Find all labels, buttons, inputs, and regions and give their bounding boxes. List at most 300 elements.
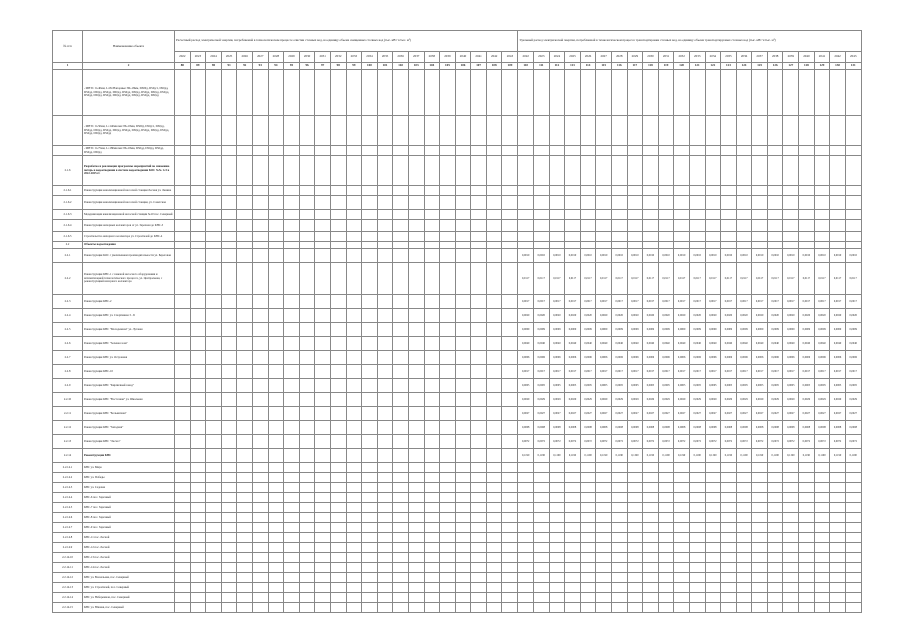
value-cell bbox=[783, 543, 799, 553]
value-cell bbox=[502, 351, 518, 365]
value-cell bbox=[315, 533, 331, 543]
value-cell bbox=[190, 473, 206, 483]
value-cell: 0,0010 bbox=[533, 249, 549, 263]
value-cell bbox=[377, 323, 393, 337]
value-cell bbox=[502, 421, 518, 435]
value-cell bbox=[393, 323, 409, 337]
value-cell bbox=[611, 116, 627, 146]
column-number: 90 bbox=[206, 63, 222, 70]
value-cell bbox=[252, 351, 268, 365]
value-cell bbox=[471, 365, 487, 379]
value-cell: 0,0040 bbox=[767, 337, 783, 351]
value-cell bbox=[565, 473, 581, 483]
value-cell bbox=[252, 146, 268, 156]
value-cell bbox=[455, 232, 471, 242]
value-cell: 0,0040 bbox=[580, 337, 596, 351]
value-cell bbox=[518, 116, 534, 146]
value-cell bbox=[643, 210, 659, 220]
value-cell: 0,0008 bbox=[580, 421, 596, 435]
value-cell bbox=[721, 593, 737, 603]
value-cell: 0,0117 bbox=[674, 263, 690, 295]
value-cell bbox=[674, 116, 690, 146]
value-cell bbox=[206, 351, 222, 365]
value-cell bbox=[486, 583, 502, 593]
value-cell bbox=[830, 473, 846, 483]
value-cell: 0,0009 bbox=[783, 323, 799, 337]
value-cell: 0,0020 bbox=[767, 309, 783, 323]
value-cell bbox=[580, 573, 596, 583]
value-cell bbox=[237, 116, 253, 146]
value-cell bbox=[627, 523, 643, 533]
value-cell bbox=[268, 513, 284, 523]
value-cell bbox=[346, 351, 362, 365]
value-cell: 0,0029 bbox=[627, 393, 643, 407]
year-header: 2030 bbox=[299, 52, 315, 63]
value-cell: 0,0005 bbox=[643, 379, 659, 393]
value-cell bbox=[237, 513, 253, 523]
value-cell: 0,0017 bbox=[611, 295, 627, 309]
object-name: Реконструкция КНС "Западная" bbox=[83, 421, 175, 435]
value-cell bbox=[455, 603, 471, 613]
value-cell bbox=[580, 210, 596, 220]
value-cell: 0,0008 bbox=[721, 421, 737, 435]
value-cell bbox=[799, 463, 815, 473]
value-cell: 0,0010 bbox=[518, 249, 534, 263]
value-cell bbox=[767, 116, 783, 146]
value-cell bbox=[767, 583, 783, 593]
value-cell bbox=[830, 543, 846, 553]
value-cell bbox=[221, 146, 237, 156]
value-cell bbox=[830, 483, 846, 493]
value-cell bbox=[752, 242, 768, 249]
value-cell bbox=[502, 435, 518, 449]
row-number: 2.2.9 bbox=[53, 379, 83, 393]
value-cell bbox=[221, 543, 237, 553]
value-cell bbox=[424, 337, 440, 351]
value-cell bbox=[705, 116, 721, 146]
value-cell bbox=[408, 393, 424, 407]
value-cell bbox=[549, 146, 565, 156]
value-cell: 0,1190 bbox=[705, 449, 721, 463]
value-cell bbox=[284, 407, 300, 421]
value-cell bbox=[783, 493, 799, 503]
value-cell: 0,0072 bbox=[549, 435, 565, 449]
value-cell bbox=[705, 186, 721, 196]
value-cell bbox=[752, 463, 768, 473]
value-cell bbox=[471, 309, 487, 323]
value-cell bbox=[549, 186, 565, 196]
row-number: 2.2.14.11 bbox=[53, 563, 83, 573]
value-cell bbox=[284, 146, 300, 156]
value-cell: 0,0017 bbox=[627, 295, 643, 309]
value-cell: 0,0006 bbox=[674, 351, 690, 365]
value-cell bbox=[658, 186, 674, 196]
value-cell bbox=[580, 463, 596, 473]
column-number: 127 bbox=[783, 63, 799, 70]
value-cell bbox=[658, 573, 674, 583]
value-cell: 0,0027 bbox=[596, 407, 612, 421]
value-cell bbox=[393, 553, 409, 563]
value-cell bbox=[299, 156, 315, 186]
value-cell: 0,1190 bbox=[767, 449, 783, 463]
value-cell: 0,0040 bbox=[596, 337, 612, 351]
value-cell bbox=[486, 407, 502, 421]
value-cell bbox=[440, 473, 456, 483]
value-cell bbox=[502, 379, 518, 393]
object-name: Реконструкция КНС-2 bbox=[83, 295, 175, 309]
value-cell bbox=[175, 573, 191, 583]
value-cell bbox=[486, 196, 502, 210]
value-cell: 0,0008 bbox=[705, 421, 721, 435]
header-group-right: Удельный расход электрической энергии, потребляемой в технологическом процессе транспортировки сточных вод, на единицу объема транспортируемых сточных вод (тыс. кВт·ч/тыс. м³) bbox=[518, 31, 861, 52]
value-cell bbox=[268, 523, 284, 533]
value-cell bbox=[299, 573, 315, 583]
value-cell bbox=[175, 449, 191, 463]
value-cell bbox=[814, 463, 830, 473]
value-cell bbox=[284, 603, 300, 613]
table-row bbox=[53, 435, 862, 449]
value-cell bbox=[440, 365, 456, 379]
value-cell: 0,0017 bbox=[580, 365, 596, 379]
value-cell bbox=[549, 493, 565, 503]
value-cell bbox=[284, 116, 300, 146]
value-cell bbox=[455, 249, 471, 263]
value-cell bbox=[799, 523, 815, 533]
value-cell bbox=[596, 563, 612, 573]
value-cell bbox=[346, 513, 362, 523]
value-cell bbox=[502, 249, 518, 263]
value-cell: 0,0010 bbox=[658, 249, 674, 263]
value-cell bbox=[471, 421, 487, 435]
value-cell bbox=[346, 263, 362, 295]
value-cell bbox=[799, 232, 815, 242]
value-cell bbox=[674, 186, 690, 196]
value-cell: 0,0010 bbox=[674, 249, 690, 263]
value-cell bbox=[408, 210, 424, 220]
value-cell bbox=[440, 295, 456, 309]
value-cell bbox=[830, 70, 846, 116]
value-cell bbox=[175, 379, 191, 393]
object-name: Реконструкция КНС "Кирпичный завод" bbox=[83, 379, 175, 393]
value-cell bbox=[315, 379, 331, 393]
value-cell bbox=[767, 146, 783, 156]
value-cell: 0,0072 bbox=[721, 435, 737, 449]
value-cell bbox=[752, 210, 768, 220]
value-cell bbox=[330, 186, 346, 196]
table-row bbox=[53, 583, 862, 593]
value-cell bbox=[674, 503, 690, 513]
value-cell bbox=[658, 543, 674, 553]
value-cell: 0,0017 bbox=[533, 365, 549, 379]
value-cell bbox=[455, 593, 471, 603]
value-cell bbox=[346, 210, 362, 220]
value-cell: 0,0005 bbox=[549, 379, 565, 393]
value-cell bbox=[440, 523, 456, 533]
value-cell bbox=[830, 513, 846, 523]
value-cell bbox=[502, 513, 518, 523]
value-cell bbox=[611, 156, 627, 186]
year-header: 2037 bbox=[752, 52, 768, 63]
value-cell: 0,0020 bbox=[674, 309, 690, 323]
value-cell bbox=[736, 156, 752, 186]
value-cell bbox=[206, 70, 222, 116]
value-cell bbox=[783, 503, 799, 513]
value-cell bbox=[596, 156, 612, 186]
value-cell bbox=[237, 249, 253, 263]
value-cell bbox=[611, 573, 627, 583]
object-name: КНС ул. Строителей, пос. Северный bbox=[83, 583, 175, 593]
value-cell: 0,0040 bbox=[783, 337, 799, 351]
value-cell bbox=[830, 186, 846, 196]
value-cell bbox=[471, 483, 487, 493]
value-cell bbox=[362, 146, 378, 156]
value-cell bbox=[190, 421, 206, 435]
table-row bbox=[53, 232, 862, 242]
value-cell bbox=[424, 603, 440, 613]
value-cell bbox=[783, 156, 799, 186]
value-cell bbox=[845, 186, 861, 196]
value-cell bbox=[330, 421, 346, 435]
value-cell bbox=[471, 493, 487, 503]
value-cell bbox=[580, 220, 596, 232]
value-cell: 0,0005 bbox=[580, 379, 596, 393]
value-cell bbox=[689, 593, 705, 603]
year-header: 2028 bbox=[268, 52, 284, 63]
value-cell bbox=[627, 563, 643, 573]
value-cell bbox=[237, 543, 253, 553]
value-cell bbox=[721, 463, 737, 473]
value-cell bbox=[565, 242, 581, 249]
value-cell bbox=[721, 583, 737, 593]
value-cell bbox=[596, 603, 612, 613]
value-cell bbox=[689, 220, 705, 232]
value-cell bbox=[486, 70, 502, 116]
column-number: 111 bbox=[533, 63, 549, 70]
value-cell bbox=[845, 493, 861, 503]
value-cell: 0,0020 bbox=[643, 309, 659, 323]
value-cell bbox=[175, 593, 191, 603]
value-cell bbox=[814, 603, 830, 613]
value-cell bbox=[221, 449, 237, 463]
value-cell bbox=[674, 603, 690, 613]
value-cell: 0,0117 bbox=[518, 263, 534, 295]
value-cell bbox=[393, 463, 409, 473]
value-cell bbox=[767, 553, 783, 563]
value-cell bbox=[377, 421, 393, 435]
value-cell: 0,0027 bbox=[580, 407, 596, 421]
value-cell: 0,0040 bbox=[674, 337, 690, 351]
value-cell bbox=[377, 210, 393, 220]
value-cell bbox=[424, 210, 440, 220]
value-cell: 0,0017 bbox=[658, 295, 674, 309]
value-cell bbox=[206, 146, 222, 156]
value-cell bbox=[471, 379, 487, 393]
value-cell bbox=[315, 449, 331, 463]
value-cell bbox=[268, 463, 284, 473]
value-cell: 0,0006 bbox=[611, 351, 627, 365]
value-cell: 0,0005 bbox=[627, 379, 643, 393]
header-name: Наименование объекта bbox=[83, 31, 175, 63]
column-number: 103 bbox=[408, 63, 424, 70]
value-cell bbox=[549, 196, 565, 210]
value-cell bbox=[284, 156, 300, 186]
value-cell bbox=[221, 379, 237, 393]
value-cell bbox=[377, 407, 393, 421]
value-cell bbox=[533, 242, 549, 249]
year-header: 2022 bbox=[175, 52, 191, 63]
value-cell bbox=[377, 249, 393, 263]
value-cell bbox=[486, 563, 502, 573]
value-cell bbox=[346, 449, 362, 463]
value-cell bbox=[658, 563, 674, 573]
value-cell: 0,0006 bbox=[705, 351, 721, 365]
value-cell bbox=[175, 186, 191, 196]
value-cell bbox=[346, 463, 362, 473]
value-cell: 0,0072 bbox=[580, 435, 596, 449]
year-header: 2029 bbox=[284, 52, 300, 63]
value-cell bbox=[440, 513, 456, 523]
value-cell: 0,0008 bbox=[565, 421, 581, 435]
value-cell bbox=[689, 523, 705, 533]
value-cell bbox=[284, 513, 300, 523]
value-cell bbox=[424, 583, 440, 593]
value-cell bbox=[736, 116, 752, 146]
value-cell bbox=[643, 196, 659, 210]
value-cell bbox=[783, 513, 799, 523]
value-cell bbox=[596, 493, 612, 503]
value-cell bbox=[377, 146, 393, 156]
year-header: 2025 bbox=[221, 52, 237, 63]
value-cell bbox=[190, 295, 206, 309]
value-cell bbox=[424, 232, 440, 242]
value-cell bbox=[549, 463, 565, 473]
value-cell bbox=[408, 493, 424, 503]
value-cell bbox=[767, 473, 783, 483]
value-cell bbox=[518, 473, 534, 483]
value-cell: 0,0008 bbox=[533, 421, 549, 435]
value-cell bbox=[549, 232, 565, 242]
value-cell bbox=[689, 493, 705, 503]
year-header: 2022 bbox=[518, 52, 534, 63]
year-header: 2042 bbox=[486, 52, 502, 63]
value-cell bbox=[799, 593, 815, 603]
value-cell bbox=[362, 603, 378, 613]
value-cell bbox=[330, 220, 346, 232]
row-number: 2.2.14.9 bbox=[53, 543, 83, 553]
value-cell bbox=[252, 249, 268, 263]
value-cell bbox=[533, 116, 549, 146]
value-cell bbox=[783, 573, 799, 583]
value-cell bbox=[705, 503, 721, 513]
value-cell: 0,0072 bbox=[799, 435, 815, 449]
value-cell bbox=[533, 493, 549, 503]
year-header: 2033 bbox=[346, 52, 362, 63]
value-cell bbox=[299, 593, 315, 603]
value-cell bbox=[268, 503, 284, 513]
value-cell bbox=[284, 553, 300, 563]
object-name: - МНТ1: 0÷40мм, L=84 Напорные: 86÷18мм, DS00д, DS0д/1, DS0дд, DS0дд, DS0дд, DS0дд, DS0дд, DS0дд, DS0дд, DS0дд, DS0дд, DS0дд, DS0дд, DS0дд, DS0дд, DS0дд, DS0дд, DS0дд, DS0дд, DS0дд bbox=[83, 70, 175, 116]
value-cell bbox=[206, 295, 222, 309]
value-cell bbox=[362, 523, 378, 533]
value-cell bbox=[268, 593, 284, 603]
value-cell: 0,1190 bbox=[721, 449, 737, 463]
value-cell bbox=[752, 146, 768, 156]
value-cell bbox=[799, 543, 815, 553]
value-cell: 0,0117 bbox=[845, 263, 861, 295]
value-cell: 0,1190 bbox=[596, 449, 612, 463]
table-row bbox=[53, 116, 862, 146]
value-cell bbox=[362, 563, 378, 573]
value-cell bbox=[362, 379, 378, 393]
value-cell bbox=[455, 523, 471, 533]
value-cell bbox=[362, 263, 378, 295]
value-cell bbox=[736, 210, 752, 220]
value-cell bbox=[799, 473, 815, 483]
value-cell: 0,0017 bbox=[674, 295, 690, 309]
value-cell bbox=[408, 295, 424, 309]
value-cell bbox=[596, 220, 612, 232]
value-cell bbox=[268, 232, 284, 242]
value-cell bbox=[486, 365, 502, 379]
value-cell bbox=[627, 603, 643, 613]
value-cell bbox=[393, 449, 409, 463]
value-cell bbox=[674, 463, 690, 473]
value-cell: 0,0006 bbox=[565, 351, 581, 365]
value-cell bbox=[440, 573, 456, 583]
value-cell bbox=[190, 337, 206, 351]
value-cell bbox=[284, 573, 300, 583]
value-cell bbox=[221, 493, 237, 503]
value-cell bbox=[252, 70, 268, 116]
value-cell bbox=[518, 583, 534, 593]
value-cell bbox=[736, 70, 752, 116]
value-cell bbox=[752, 220, 768, 232]
value-cell bbox=[206, 249, 222, 263]
value-cell bbox=[206, 513, 222, 523]
year-header: 2030 bbox=[643, 52, 659, 63]
value-cell: 0,0117 bbox=[814, 263, 830, 295]
value-cell bbox=[814, 573, 830, 583]
value-cell bbox=[674, 232, 690, 242]
year-header: 2036 bbox=[393, 52, 409, 63]
value-cell bbox=[206, 365, 222, 379]
column-number: 101 bbox=[377, 63, 393, 70]
value-cell bbox=[237, 232, 253, 242]
value-cell bbox=[299, 186, 315, 196]
value-cell bbox=[658, 242, 674, 249]
value-cell bbox=[814, 232, 830, 242]
value-cell: 0,0072 bbox=[705, 435, 721, 449]
value-cell: 0,0117 bbox=[752, 263, 768, 295]
value-cell bbox=[206, 543, 222, 553]
value-cell bbox=[845, 543, 861, 553]
value-cell bbox=[424, 473, 440, 483]
value-cell bbox=[206, 421, 222, 435]
value-cell bbox=[440, 583, 456, 593]
value-cell bbox=[845, 242, 861, 249]
value-cell bbox=[330, 593, 346, 603]
value-cell bbox=[845, 573, 861, 583]
column-number: 108 bbox=[486, 63, 502, 70]
value-cell bbox=[190, 407, 206, 421]
value-cell: 0,0040 bbox=[845, 337, 861, 351]
value-cell bbox=[565, 523, 581, 533]
value-cell bbox=[721, 196, 737, 210]
value-cell bbox=[502, 407, 518, 421]
value-cell bbox=[549, 220, 565, 232]
value-cell bbox=[237, 196, 253, 210]
value-cell bbox=[237, 563, 253, 573]
